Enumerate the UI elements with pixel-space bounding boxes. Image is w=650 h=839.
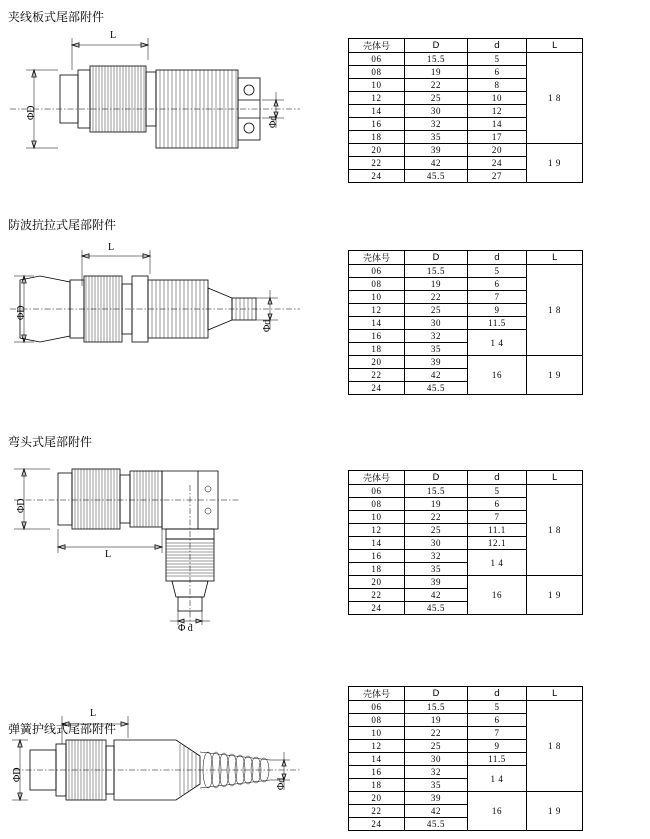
table-body: [349, 701, 583, 831]
cell-shell-number: 14: [349, 537, 405, 550]
cell-shell-number: 16: [349, 550, 405, 563]
cell-D: 39: [405, 144, 468, 157]
cell-shell-number: 10: [349, 511, 405, 524]
drawing-strain: [0, 208, 330, 403]
cell-D: 30: [405, 105, 468, 118]
dim-label-L-spring: L: [90, 708, 97, 719]
dim-label-d-strain: Φd: [262, 319, 273, 332]
cell-shell-number: 24: [349, 382, 405, 395]
dim-label-d-elbow: Φ d: [178, 623, 193, 634]
cell-L: 1 8: [527, 485, 583, 576]
cell-d: 6: [468, 498, 527, 511]
section-clamp: [0, 0, 650, 210]
dim-label-L-strain: L: [108, 242, 115, 253]
cell-shell-number: 20: [349, 144, 405, 157]
col-header-d: d: [468, 687, 527, 701]
cell-L: 1 9: [527, 144, 583, 183]
dim-label-D-clamp: ΦD: [26, 105, 37, 120]
cell-shell-number: 12: [349, 304, 405, 317]
cell-D: 15.5: [405, 485, 468, 498]
cell-shell-number: 18: [349, 563, 405, 576]
section-elbow: [0, 425, 650, 675]
col-header-L: L: [527, 687, 583, 701]
cell-D: 25: [405, 740, 468, 753]
cell-shell-number: 24: [349, 170, 405, 183]
cell-shell-number: 08: [349, 498, 405, 511]
cell-D: 35: [405, 131, 468, 144]
cell-shell-number: 16: [349, 330, 405, 343]
cell-d: 10: [468, 92, 527, 105]
cell-D: 22: [405, 727, 468, 740]
cell-d: 7: [468, 291, 527, 304]
cell-D: 42: [405, 805, 468, 818]
section-strain: [0, 208, 650, 423]
col-header-D: D: [405, 687, 468, 701]
section-title-spring: 弹簧护线式尾部附件: [8, 722, 117, 736]
cell-d: 16: [468, 576, 527, 615]
cell-d: 24: [468, 157, 527, 170]
table-body: [349, 485, 583, 615]
cell-D: 39: [405, 792, 468, 805]
table-row: [349, 53, 583, 66]
cell-d: 14: [468, 118, 527, 131]
cell-d: 7: [468, 727, 527, 740]
cell-shell-number: 08: [349, 714, 405, 727]
cell-L: 1 8: [527, 265, 583, 356]
cell-d: 9: [468, 740, 527, 753]
cell-L: 1 9: [527, 576, 583, 615]
cell-D: 42: [405, 157, 468, 170]
table-header-row: [349, 251, 583, 265]
cell-d: 6: [468, 714, 527, 727]
col-header-d: d: [468, 39, 527, 53]
cell-shell-number: 22: [349, 589, 405, 602]
cell-L: 1 9: [527, 792, 583, 831]
cell-shell-number: 06: [349, 485, 405, 498]
cell-d: 12: [468, 105, 527, 118]
cell-D: 19: [405, 498, 468, 511]
table-row: [349, 265, 583, 278]
cell-d: 16: [468, 792, 527, 831]
cell-shell-number: 18: [349, 779, 405, 792]
cell-shell-number: 06: [349, 265, 405, 278]
cell-d: 6: [468, 278, 527, 291]
section-title-strain: 防波抗拉式尾部附件: [8, 218, 117, 232]
cell-shell-number: 08: [349, 278, 405, 291]
cell-shell-number: 12: [349, 92, 405, 105]
cell-d: 17: [468, 131, 527, 144]
spec-table-clamp: [348, 38, 583, 183]
cell-shell-number: 22: [349, 369, 405, 382]
dim-label-d-clamp: Φd: [268, 115, 279, 128]
table-body: [349, 53, 583, 183]
col-header-L: L: [527, 251, 583, 265]
cell-d: 6: [468, 66, 527, 79]
table-row: [349, 576, 583, 589]
cell-shell-number: 20: [349, 792, 405, 805]
cell-D: 15.5: [405, 701, 468, 714]
cell-D: 30: [405, 753, 468, 766]
cell-L: 1 9: [527, 356, 583, 395]
cell-D: 42: [405, 369, 468, 382]
cell-L: 1 8: [527, 53, 583, 144]
table-row: [349, 356, 583, 369]
table-header-row: [349, 687, 583, 701]
cell-D: 35: [405, 343, 468, 356]
cell-shell-number: 24: [349, 602, 405, 615]
drawing-spring: [0, 678, 330, 839]
col-header-shell: 壳体号: [349, 471, 405, 485]
cell-D: 22: [405, 79, 468, 92]
cell-d: 20: [468, 144, 527, 157]
cell-D: 45.5: [405, 602, 468, 615]
cell-shell-number: 08: [349, 66, 405, 79]
cell-shell-number: 24: [349, 818, 405, 831]
cell-shell-number: 18: [349, 343, 405, 356]
cell-D: 32: [405, 330, 468, 343]
cell-d: 16: [468, 356, 527, 395]
table-header-row: [349, 39, 583, 53]
section-title-elbow: 弯头式尾部附件: [8, 435, 93, 449]
cell-d: 5: [468, 701, 527, 714]
col-header-D: D: [405, 471, 468, 485]
cell-d: 11.5: [468, 317, 527, 330]
col-header-d: d: [468, 251, 527, 265]
cell-D: 22: [405, 291, 468, 304]
table-row: [349, 485, 583, 498]
cell-shell-number: 14: [349, 105, 405, 118]
cell-L: 1 8: [527, 701, 583, 792]
cell-D: 32: [405, 766, 468, 779]
cell-D: 32: [405, 118, 468, 131]
dim-label-D-elbow: ΦD: [16, 498, 27, 513]
cell-D: 42: [405, 589, 468, 602]
cell-shell-number: 06: [349, 701, 405, 714]
col-header-D: D: [405, 251, 468, 265]
cell-D: 32: [405, 550, 468, 563]
dim-label-L-clamp: L: [110, 30, 117, 41]
drawing-elbow: [0, 425, 330, 655]
cell-shell-number: 14: [349, 753, 405, 766]
cell-shell-number: 18: [349, 131, 405, 144]
cell-shell-number: 16: [349, 766, 405, 779]
dim-label-D-spring: ΦD: [12, 767, 23, 782]
spec-table-spring: [348, 686, 583, 831]
cell-d: 1 4: [468, 330, 527, 356]
table-row: [349, 144, 583, 157]
col-header-shell: 壳体号: [349, 687, 405, 701]
cell-d: 12.1: [468, 537, 527, 550]
cell-d: 11.1: [468, 524, 527, 537]
cell-D: 19: [405, 714, 468, 727]
cell-d: 1 4: [468, 766, 527, 792]
col-header-shell: 壳体号: [349, 39, 405, 53]
table-header-row: [349, 471, 583, 485]
cell-D: 19: [405, 278, 468, 291]
cell-D: 25: [405, 92, 468, 105]
cell-shell-number: 10: [349, 727, 405, 740]
cell-d: 5: [468, 485, 527, 498]
cell-shell-number: 20: [349, 356, 405, 369]
table-row: [349, 792, 583, 805]
dim-label-d-spring: Φd: [276, 777, 287, 790]
cell-d: 8: [468, 79, 527, 92]
dim-label-L-elbow: L: [105, 549, 112, 560]
cell-D: 25: [405, 524, 468, 537]
cell-D: 45.5: [405, 170, 468, 183]
drawing-clamp: [0, 0, 330, 190]
section-title-clamp: 夹线板式尾部附件: [8, 10, 105, 24]
cell-D: 30: [405, 537, 468, 550]
cell-shell-number: 10: [349, 291, 405, 304]
spec-table-elbow: [348, 470, 583, 615]
cell-D: 22: [405, 511, 468, 524]
col-header-L: L: [527, 39, 583, 53]
col-header-d: d: [468, 471, 527, 485]
cell-D: 45.5: [405, 818, 468, 831]
cell-d: 27: [468, 170, 527, 183]
table-row: [349, 701, 583, 714]
cell-d: 1 4: [468, 550, 527, 576]
cell-d: 9: [468, 304, 527, 317]
cell-shell-number: 20: [349, 576, 405, 589]
cell-shell-number: 16: [349, 118, 405, 131]
section-spring: [0, 678, 650, 839]
cell-D: 19: [405, 66, 468, 79]
cell-shell-number: 14: [349, 317, 405, 330]
cell-shell-number: 22: [349, 157, 405, 170]
col-header-shell: 壳体号: [349, 251, 405, 265]
dim-label-D-strain: ΦD: [16, 305, 27, 320]
cell-d: 5: [468, 265, 527, 278]
cell-d: 11.5: [468, 753, 527, 766]
cell-D: 35: [405, 779, 468, 792]
cell-shell-number: 06: [349, 53, 405, 66]
col-header-L: L: [527, 471, 583, 485]
cell-D: 25: [405, 304, 468, 317]
cell-D: 45.5: [405, 382, 468, 395]
cell-D: 15.5: [405, 53, 468, 66]
cell-D: 39: [405, 356, 468, 369]
cell-shell-number: 12: [349, 740, 405, 753]
cell-D: 35: [405, 563, 468, 576]
cell-d: 7: [468, 511, 527, 524]
spec-table-strain: [348, 250, 583, 395]
cell-shell-number: 12: [349, 524, 405, 537]
cell-d: 5: [468, 53, 527, 66]
cell-D: 39: [405, 576, 468, 589]
col-header-D: D: [405, 39, 468, 53]
table-body: [349, 265, 583, 395]
cell-shell-number: 22: [349, 805, 405, 818]
cell-D: 15.5: [405, 265, 468, 278]
cell-shell-number: 10: [349, 79, 405, 92]
cell-D: 30: [405, 317, 468, 330]
